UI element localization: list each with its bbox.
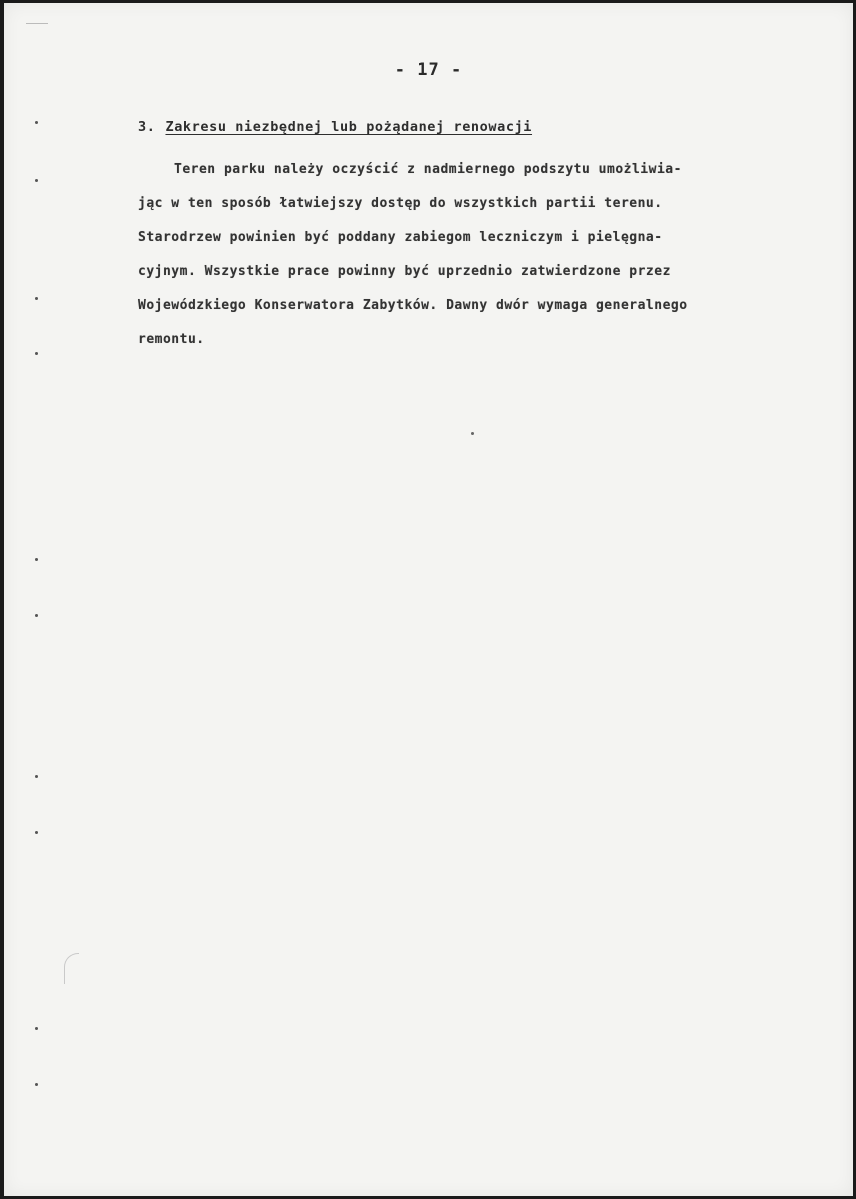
scan-speck <box>471 432 474 435</box>
page-number: - 17 - <box>394 60 463 80</box>
binding-hole-mark <box>35 614 38 617</box>
section-heading <box>138 119 828 135</box>
body-line: cyjnym. Wszystkie prace powinny być uprzednio zatwierdzone przez <box>138 264 671 279</box>
binding-hole-mark <box>35 179 38 182</box>
section-3 <box>138 119 828 357</box>
binding-hole-mark <box>35 775 38 778</box>
section-number: 3. <box>138 119 156 135</box>
binding-hole-mark <box>35 121 38 124</box>
binding-hole-mark <box>35 1083 38 1086</box>
binding-hole-mark <box>35 352 38 355</box>
body-line: jąc w ten sposób łatwiejszy dostęp do wszystkich partii terenu. <box>138 196 663 211</box>
binding-hole-mark <box>35 1027 38 1030</box>
scan-mark <box>26 23 48 24</box>
document-page <box>4 3 853 1196</box>
section-title: Zakresu niezbędnej lub pożądanej renowacji <box>165 119 533 135</box>
binding-hole-mark <box>35 558 38 561</box>
body-line: Teren parku należy oczyścić z nadmiernego podszytu umożliwia- <box>174 162 682 177</box>
binding-hole-mark <box>35 297 38 300</box>
binding-hole-mark <box>35 831 38 834</box>
body-line: Wojewódzkiego Konserwatora Zabytków. Dawny dwór wymaga generalnego <box>138 298 688 313</box>
body-line: Starodrzew powinien być poddany zabiegom leczniczym i pielęgna- <box>138 230 663 245</box>
body-line: remontu. <box>138 332 205 347</box>
scan-mark <box>64 953 79 984</box>
